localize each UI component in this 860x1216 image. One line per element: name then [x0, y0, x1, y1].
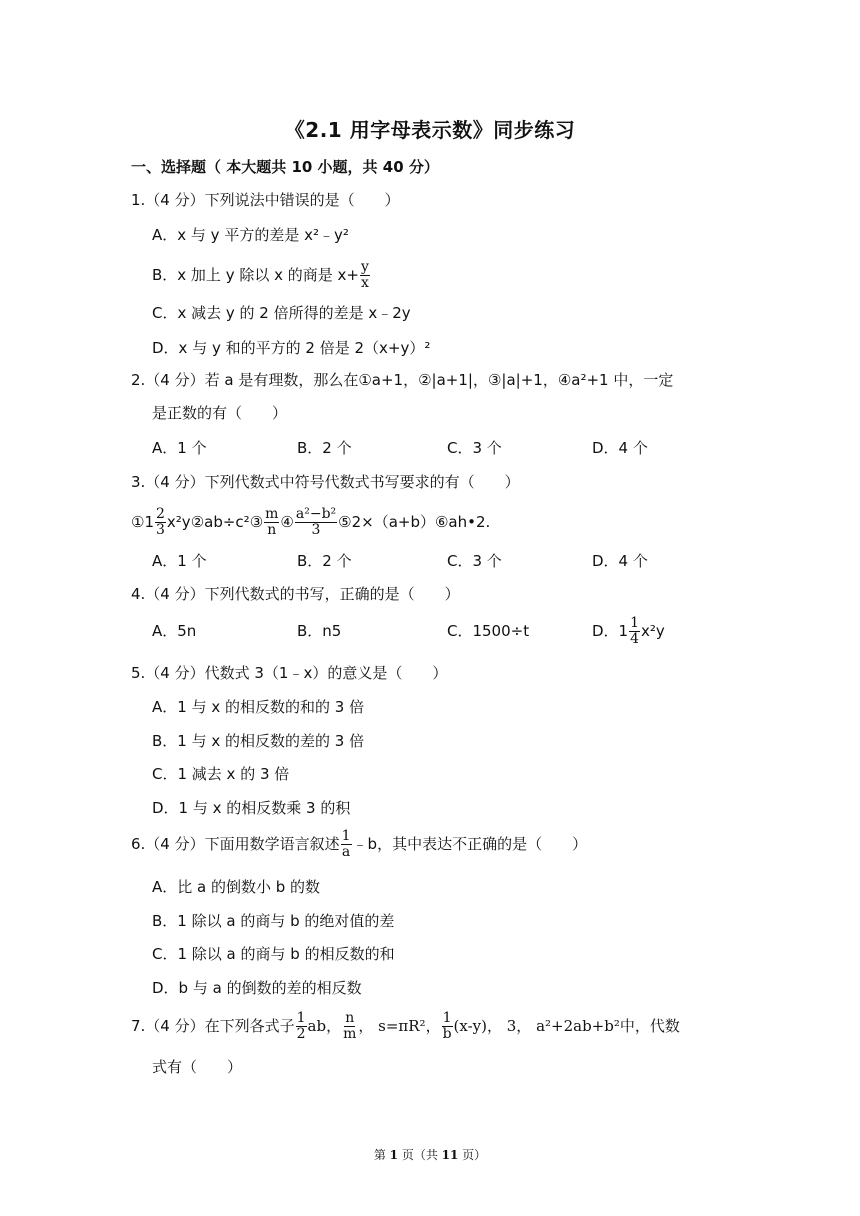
- question-1-option-d: D．x 与 y 和的平方的 2 倍是 2（x+y）²: [152, 339, 431, 357]
- question-2-stem-line2: 是正数的有（ ）: [152, 404, 288, 422]
- fraction-numerator: 2: [156, 506, 165, 522]
- question-1-stem: 1.（4 分）下列说法中错误的是（ ）: [131, 191, 400, 209]
- question-4-stem: 4.（4 分）下列代数式的书写，正确的是（ ）: [131, 585, 460, 603]
- question-3-expressions: [131, 505, 490, 539]
- page-footer: [0, 1146, 860, 1163]
- fraction-one-quarter: [629, 616, 640, 647]
- page-number: 1: [389, 1148, 398, 1162]
- fraction-denominator: x: [360, 275, 369, 291]
- fraction-numerator: 1: [630, 615, 640, 631]
- fraction-denominator: 2: [296, 1026, 306, 1042]
- question-4-option-d: [592, 614, 665, 648]
- fraction-two-thirds: [155, 507, 166, 538]
- page-total: 11: [441, 1148, 459, 1162]
- expr-4-marker: ④: [280, 513, 294, 531]
- stem-text: 6.（4 分）下面用数学语言叙述: [131, 835, 340, 853]
- fraction-a2-minus-b2-over-3: [295, 507, 337, 538]
- question-2-option-d: D．4 个: [592, 439, 648, 457]
- fraction-numerator: 1: [296, 1010, 306, 1026]
- question-5-option-d: D．1 与 x 的相反数乘 3 的积: [152, 799, 351, 817]
- question-5-option-a: A．1 与 x 的相反数的和的 3 倍: [152, 698, 365, 716]
- stem-text: 7.（4 分）在下列各式子: [131, 1017, 295, 1035]
- question-3-option-c: C．3 个: [447, 552, 502, 570]
- question-6-option-a: A．比 a 的倒数小 b 的数: [152, 878, 321, 896]
- question-6-option-b: B．1 除以 a 的商与 b 的绝对值的差: [152, 912, 395, 930]
- option-b-text: B．x 加上 y 除以 x 的商是 x+: [152, 266, 359, 284]
- question-5-option-c: C．1 减去 x 的 3 倍: [152, 765, 290, 783]
- question-1-option-a: A．x 与 y 平方的差是 x²﹣y²: [152, 226, 349, 244]
- question-3-option-a: A．1 个: [152, 552, 207, 570]
- fraction-numerator: y: [360, 259, 369, 275]
- question-5-stem: 5.（4 分）代数式 3（1﹣x）的意义是（ ）: [131, 664, 448, 682]
- question-6-stem: [131, 826, 587, 862]
- footer-suffix: 页）: [458, 1148, 487, 1162]
- fraction-numerator: 1: [442, 1010, 452, 1026]
- fraction-denominator: 3: [311, 522, 321, 538]
- question-4-option-b: B．n5: [297, 622, 342, 640]
- question-2-option-b: B．2 个: [297, 439, 352, 457]
- expr-5-6: ⑤2×（a+b）⑥ah•2.: [338, 513, 491, 531]
- fraction-one-half: [296, 1011, 307, 1042]
- fraction-one-over-a: [341, 829, 352, 860]
- fraction-numerator: n: [345, 1010, 355, 1026]
- question-5-option-b: B．1 与 x 的相反数的差的 3 倍: [152, 732, 365, 750]
- fraction-denominator: a: [341, 844, 351, 860]
- question-1-option-b: [152, 260, 371, 291]
- question-7-stem-line2: 式有（ ）: [152, 1058, 243, 1076]
- expr-1-tail: x²y: [166, 513, 191, 531]
- question-3-stem: 3.（4 分）下列代数式中符号代数式书写要求的有（ ）: [131, 473, 520, 491]
- fraction-y-over-x: [360, 260, 370, 291]
- stem-text-tail: ﹣b，其中表达不正确的是（ ）: [352, 835, 588, 853]
- question-4-option-a: A．5n: [152, 622, 197, 640]
- footer-prefix: 第: [373, 1148, 390, 1162]
- term-s-pi-r2: ， s=πR²，: [358, 1017, 441, 1035]
- fraction-denominator: 3: [156, 522, 165, 538]
- question-2-option-c: C．3 个: [447, 439, 502, 457]
- question-6-option-d: D．b 与 a 的倒数的差的相反数: [152, 979, 362, 997]
- fraction-denominator: 4: [630, 631, 640, 647]
- question-2-option-a: A．1 个: [152, 439, 207, 457]
- term-rest: (x-y)， 3， a²+2ab+b²中，代数: [453, 1017, 680, 1035]
- question-3-option-d: D．4 个: [592, 552, 648, 570]
- fraction-numerator: 1: [341, 828, 351, 844]
- question-4-option-c: C．1500÷t: [447, 622, 530, 640]
- fraction-one-over-b: [442, 1011, 453, 1042]
- question-2-stem-line1: 2.（4 分）若 a 是有理数，那么在①a+1，②|a+1|，③|a|+1，④a²+1 中，一定: [131, 371, 674, 389]
- fraction-numerator: m: [265, 506, 279, 522]
- question-1-option-c: C．x 减去 y 的 2 倍所得的差是 x﹣2y: [152, 304, 411, 322]
- option-d-tail: x²y: [641, 622, 665, 640]
- section-heading: 一、选择题（ 本大题共 10 小题，共 40 分）: [131, 158, 439, 176]
- page-title: 《2.1 用字母表示数》同步练习: [284, 118, 576, 142]
- question-3-option-b: B．2 个: [297, 552, 352, 570]
- question-6-option-c: C．1 除以 a 的商与 b 的相反数的和: [152, 945, 395, 963]
- fraction-denominator: b: [442, 1026, 452, 1042]
- expr-2: ②ab÷c²③: [190, 513, 264, 531]
- fraction-n-over-m: [342, 1011, 357, 1042]
- footer-middle: 页（共: [398, 1148, 442, 1162]
- option-d-whole: D．1: [592, 622, 629, 640]
- question-7-stem: [131, 1008, 680, 1044]
- fraction-numerator: a²−b²: [295, 506, 337, 522]
- term-ab: ab，: [307, 1017, 342, 1035]
- fraction-denominator: n: [267, 522, 277, 538]
- fraction-denominator: m: [343, 1026, 357, 1042]
- fraction-m-over-n: [264, 507, 279, 538]
- expr-1-whole: ①1: [131, 513, 154, 531]
